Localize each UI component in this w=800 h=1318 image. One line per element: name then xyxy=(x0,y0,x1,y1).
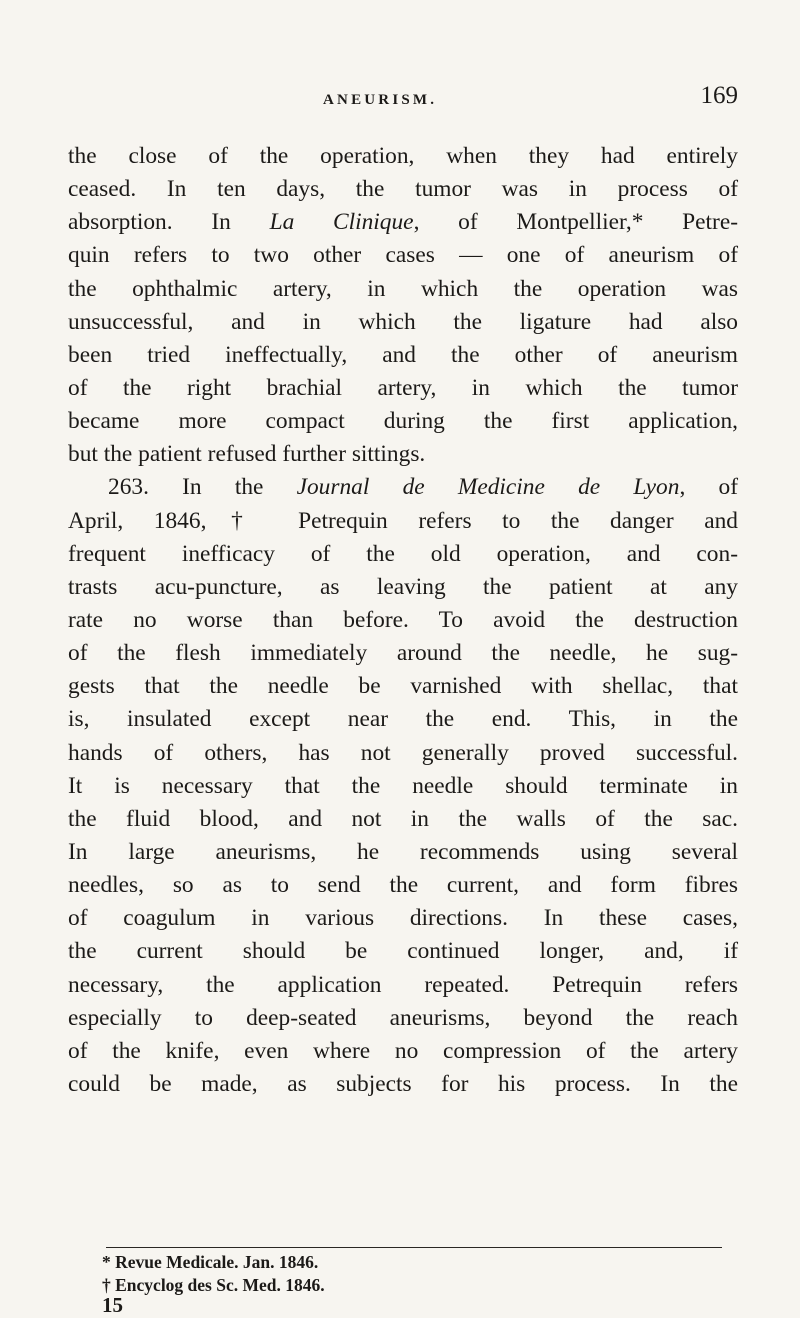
text-line: of coagulum in various directions. In these cases, xyxy=(68,905,738,932)
footnote: * Revue Medicale. Jan. 1846. xyxy=(102,1252,319,1272)
footnotes xyxy=(102,1251,702,1297)
signature-mark: 15 xyxy=(102,1293,123,1317)
text-line: could be made, as subjects for his process. In the xyxy=(68,1070,738,1097)
text-line: April, 1846,† Petrequin refers to the danger and xyxy=(68,507,738,534)
paragraph-263-start: 263. In the Journal de Medicine de Lyon, of xyxy=(108,474,738,501)
footnote: † Encyclog des Sc. Med. 1846. xyxy=(102,1275,325,1295)
running-title: ANEURISM. xyxy=(323,92,438,108)
text-line: of the knife, even where no compression of the artery xyxy=(68,1037,738,1064)
body-text xyxy=(68,140,738,1101)
footnote-divider xyxy=(106,1247,722,1248)
running-head xyxy=(68,82,738,122)
text-line: needles, so as to send the current, and form fibres xyxy=(68,872,738,899)
text-line: gests that the needle be varnished with shellac, that xyxy=(68,673,738,700)
text-line: ceased. In ten days, the tumor was in process of xyxy=(68,176,738,203)
text-line: absorption. In La Clinique, of Montpellier,* Petre- xyxy=(68,209,739,236)
text-line: hands of others, has not generally proved successful. xyxy=(68,739,738,766)
text-line: necessary, the application repeated. Petrequin refers xyxy=(68,971,738,998)
text-line: been tried ineffectually, and the other of aneurism xyxy=(68,341,738,368)
text-line: is, insulated except near the end. This, in the xyxy=(68,706,738,733)
text-line: unsuccessful, and in which the ligature had also xyxy=(68,308,738,335)
text-line: trasts acu-puncture, as leaving the patient at any xyxy=(68,573,738,600)
italic-title: Journal de Medicine de Lyon xyxy=(296,474,680,501)
text-line: the ophthalmic artery, in which the operation was xyxy=(68,275,738,302)
text-line: of the flesh immediately around the needle, he sug- xyxy=(68,640,738,667)
text-line: especially to deep-seated aneurisms, beyond the reach xyxy=(68,1004,738,1031)
text-line: In large aneurisms, he recommends using several xyxy=(68,838,738,865)
text-line: the fluid blood, and not in the walls of the sac. xyxy=(68,805,738,832)
text-line: the close of the operation, when they had entirely xyxy=(68,143,738,169)
text-line: of the right brachial artery, in which the tumor xyxy=(68,374,738,401)
text-line: quin refers to two other cases — one of aneurism of xyxy=(68,242,738,269)
page-number: 169 xyxy=(700,82,738,109)
text-line: It is necessary that the needle should terminate in xyxy=(68,772,738,799)
text-line: but the patient refused further sittings. xyxy=(68,441,426,468)
italic-title: La Clinique xyxy=(269,209,414,236)
text-line: rate no worse than before. To avoid the destruction xyxy=(68,606,738,633)
text-line: became more compact during the first application, xyxy=(68,408,738,435)
text-line: the current should be continued longer, and, if xyxy=(68,938,738,965)
text-line: frequent inefficacy of the old operation, and con- xyxy=(68,540,738,567)
